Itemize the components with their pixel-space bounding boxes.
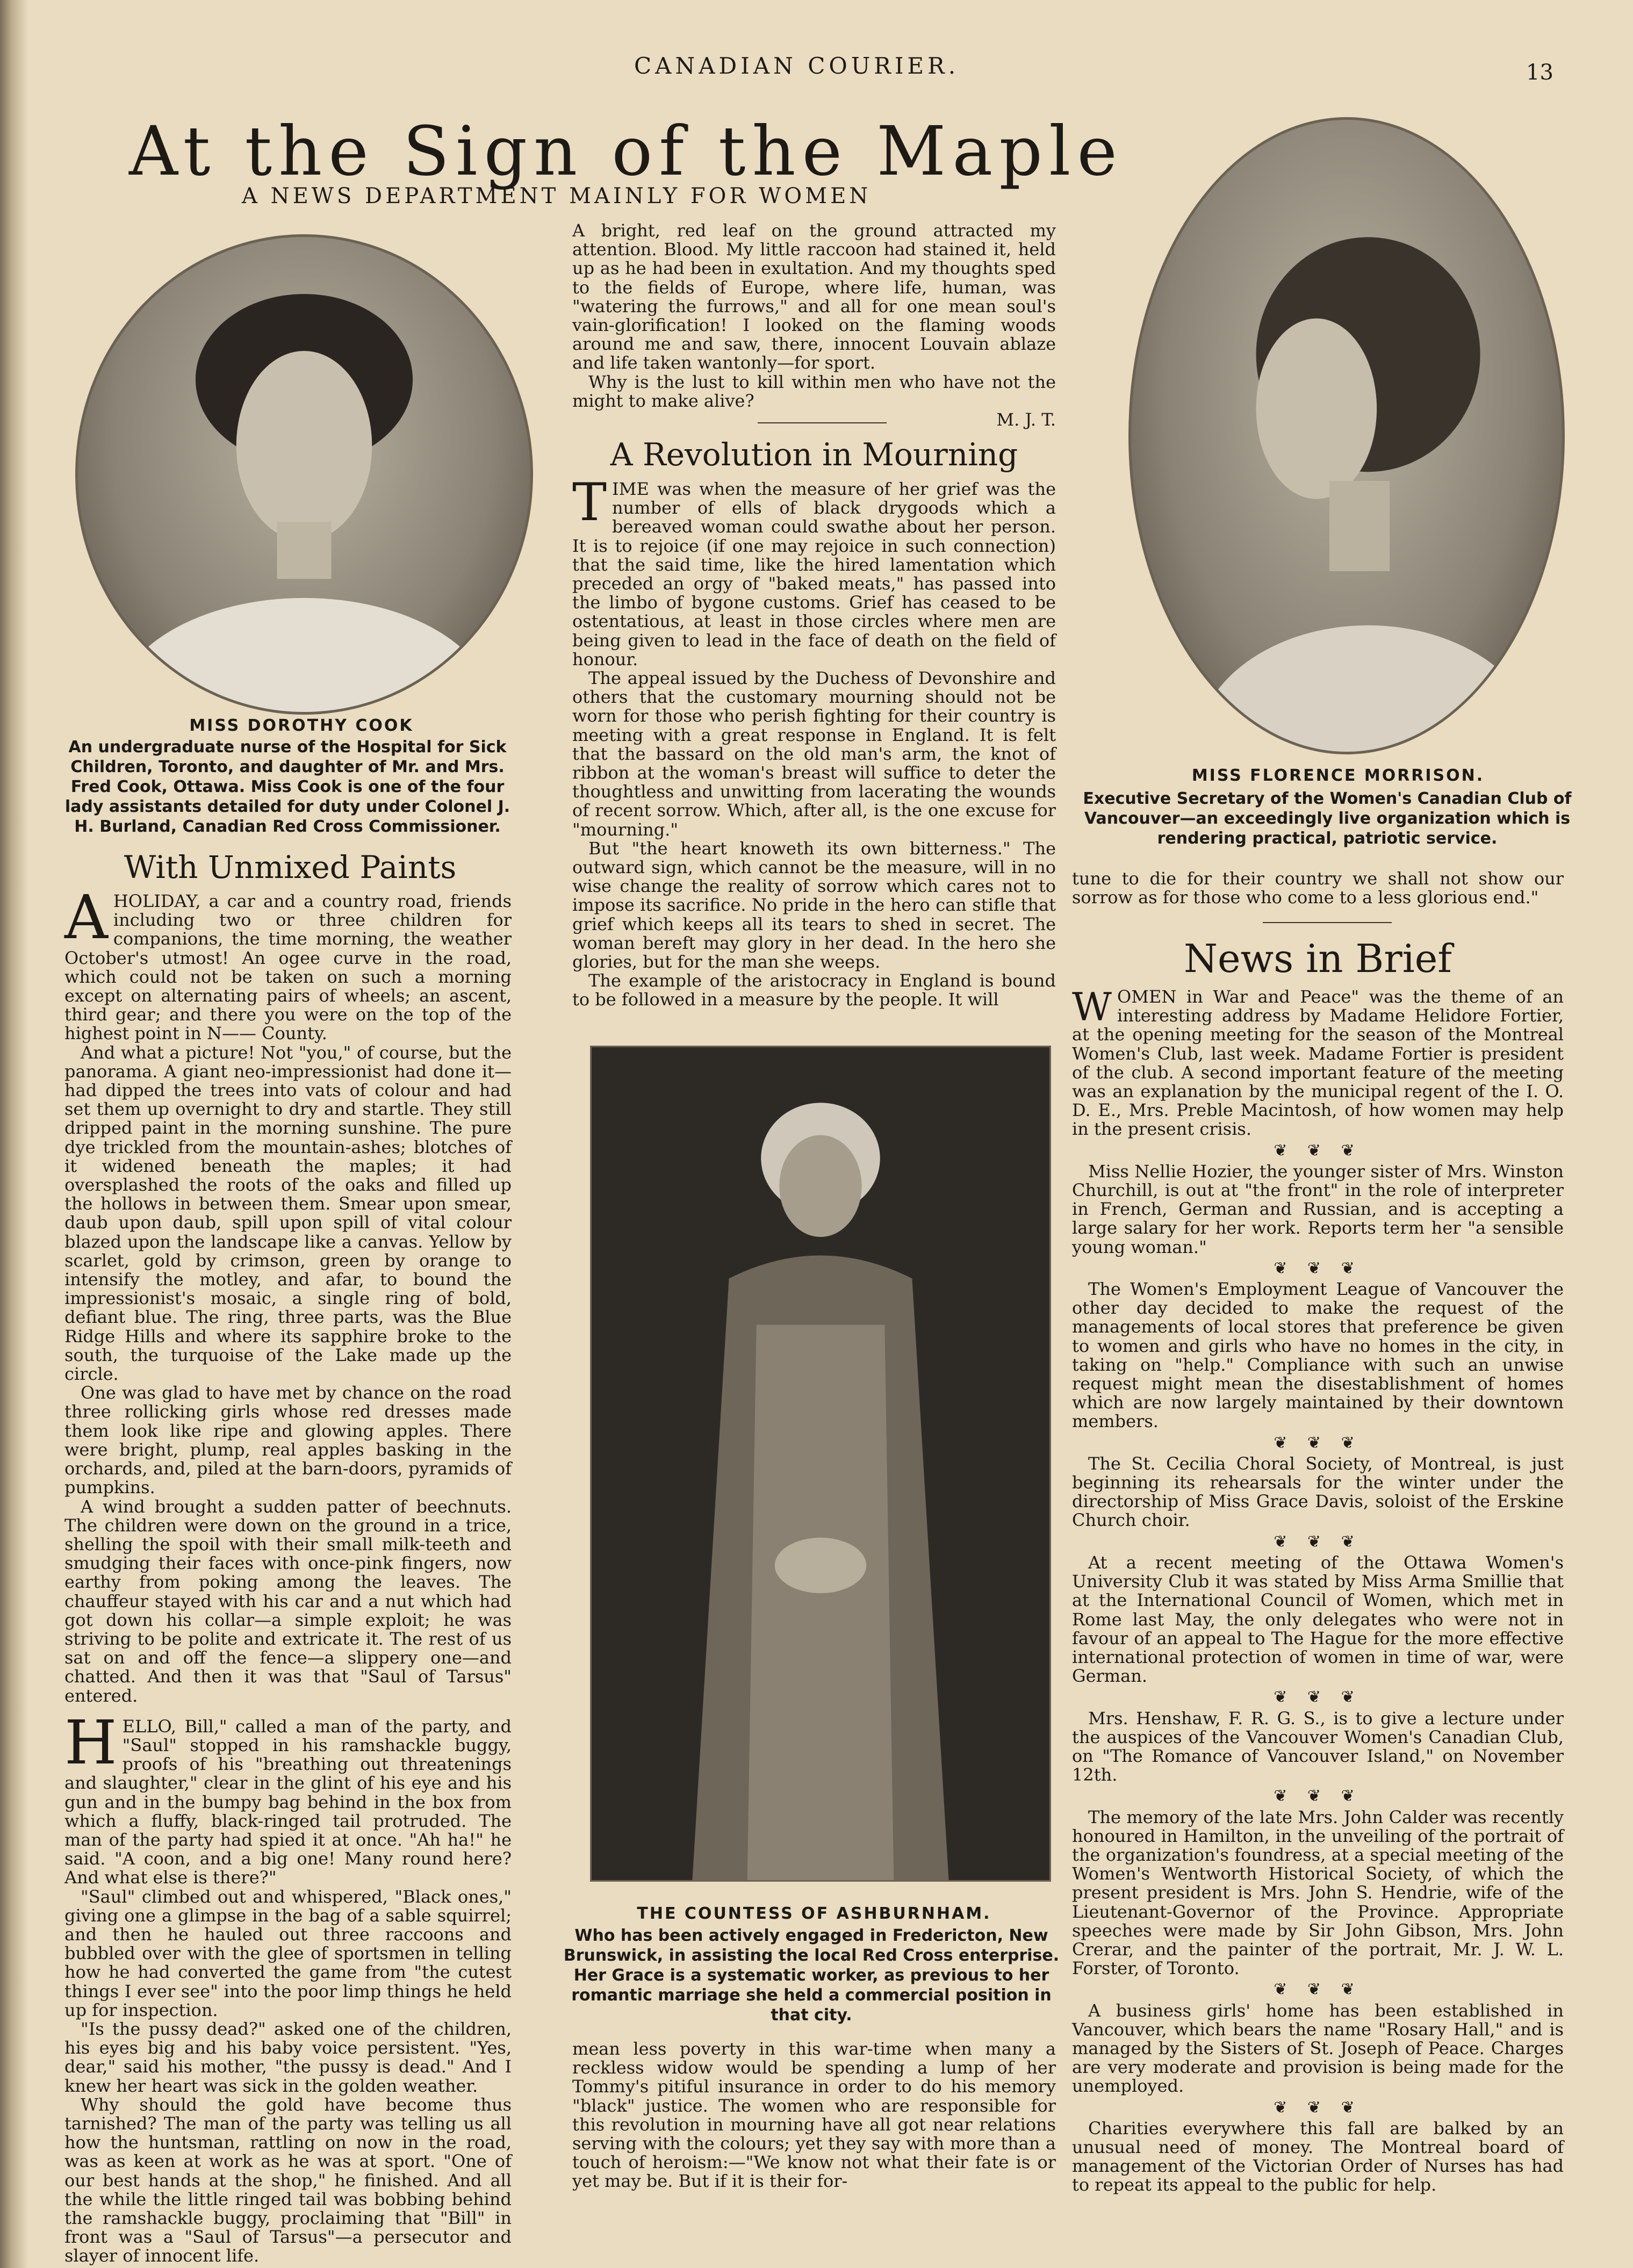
page-number: 13 xyxy=(1526,60,1553,85)
signature: M. J. T. xyxy=(996,409,1056,430)
dropcap-a: A xyxy=(64,883,108,953)
paints-paragraph-6: "Saul" climbed out and whispered, "Black ones," giving one a glimpse in the bag of a sable squirrel; and then he hauled out three raccoons and bubbled over with the glee of sportsmen in telling how he had converted the game from "the cutest things I ever see" into the poor limp things he held up for inspection. xyxy=(64,1886,512,2020)
news-item-4: The St. Cecilia Choral Society, of Montreal, is just beginning its rehearsals for the winter under the directorship of Miss Grace Davis, soloist of the Erskine Church choir. xyxy=(1072,1453,1564,1531)
paints-paragraph-3: One was glad to have met by chance on the road three rollicking girls whose red dresses made them look like ripe and glowing apples. There were bright, plump, real apples basking in the orchards, and, piled at the barn-doors, pyramids of pumpkins. xyxy=(64,1383,512,1498)
divider-rule xyxy=(758,422,887,423)
page-gutter xyxy=(0,0,28,2268)
news-item-2: Miss Nellie Hozier, the younger sister of Mrs. Winston Churchill, is out at "the front" in the role of interpreter in French, German and Russian, and is accepting a large salary for her work. Reports term her "a sensible young woman." xyxy=(1072,1161,1564,1257)
paints-paragraph-5: ELLO, Bill," called a man of the party, and "Saul" stopped in his ramshackle buggy, proofs of his "breathing out threatenings and slaughter," clear in the glint of his eye and his gun and in the bumpy bag behind in the box from which a fluffy, black-ringed tail protruded. The man of the party had spied it at once. "Ah ha!" he said. "A coon, and a big one! Many round here? And what else is there?" xyxy=(64,1716,512,1888)
portrait-florence-morrison xyxy=(1128,117,1565,754)
ornament-divider: ❦ ❦ ❦ xyxy=(1274,1532,1362,1551)
news-item-8: A business girls' home has been established in Vancouver, which bears the name "Rosary Hall," and is managed by the Sisters of St. Joseph of Peace. Charges are very moderate and provision is being made for the unemployed. xyxy=(1072,2000,1564,2097)
heading-news-in-brief: News in Brief xyxy=(1184,936,1452,981)
paints-paragraph-1: HOLIDAY, a car and a country road, friends including two or three children for companions, the time morning, the weather October's utmost! An ogee curve in the road, which could not be taken on such a morning except on alternating pairs of wheels; an ascent, third gear; and there you were on the top of the highest point in N—— County. xyxy=(64,891,512,1044)
caption-cook: An undergraduate nurse of the Hospital for Sick Children, Toronto, and daughter of Mr. and Mrs. Fred Cook, Ottawa. Miss Cook is one of the four lady assistants detailed for duty under Colonel J. H. Burland, Canadian Red Cross Commissioner. xyxy=(64,738,510,836)
news-item-7: The memory of the late Mrs. John Calder was recently honoured in Hamilton, in the unveiling of the portrait of the organization's foundress, at a special meeting of the Women's Wentworth Historical Society, of which the present president is Mrs. John S. Hendrie, wife of the Lieutenant-Governor of the Province. Appropriate speeches were made by Sir John Gibson, Mrs. John Crerar, and the painter of the portrait, Mr. J. W. L. Forster, of Toronto. xyxy=(1072,1806,1564,1979)
paints-paragraph-8: Why should the gold have become thus tarnished? The man of the party was telling us all how the huntsman, rattling on now in the road, was as keen at work as he was at sport. "One of our best hands at the shop," he finished. And all the while the little ringed tail was bobbing behind the ramshackle buggy, proclaiming that "Bill" in front was a "Saul of Tarsus"—a persecutor and slayer of innocent life. xyxy=(64,2094,512,2266)
dropcap-h: H xyxy=(64,1708,117,1778)
mourning-paragraph-6: tune to die for their country we shall not show our sorrow as for those who come to a less glorious end." xyxy=(1072,868,1564,908)
ornament-divider: ❦ ❦ ❦ xyxy=(1274,1787,1362,1806)
mourning-paragraph-4: The example of the aristocracy in England is bound to be followed in a measure by the people. It will xyxy=(572,970,1056,1010)
paints-cont-paragraph-2: Why is the lust to kill within men who have not the might to make alive? xyxy=(572,371,1056,411)
ornament-divider: ❦ ❦ ❦ xyxy=(1274,1433,1362,1452)
ornament-divider: ❦ ❦ ❦ xyxy=(1274,2098,1362,2117)
paints-paragraph-7: "Is the pussy dead?" asked one of the children, his eyes big and his baby voice persistent. "Yes, dear," said his mother, "the pussy is dead." And I knew her heart was sick in the golden weather. xyxy=(64,2018,512,2096)
photo-countess-of-ashburnham xyxy=(590,1046,1051,1882)
heading-with-unmixed-paints: With Unmixed Paints xyxy=(124,849,457,885)
news-item-3: The Women's Employment League of Vancouver the other day decided to make the request of the managements of local stores that preference be given to women and girls who have no homes in the city, in taking on "help." Compliance with such an unwise request might mean the disestablishment of homes which are now largely maintained by their downtown members. xyxy=(1072,1279,1564,1432)
caption-ashburnham: Who has been actively engaged in Fredericton, New Brunswick, in assisting the local Red Cross enterprise. Her Grace is a systematic worker, as previous to her romantic marriage she held a commercial position in that city. xyxy=(563,1926,1060,2025)
ornament-divider: ❦ ❦ ❦ xyxy=(1274,1258,1362,1278)
mourning-paragraph-5: mean less poverty in this war-time when many a reckless widow would be spending a lump of her Tommy's pitiful insurance in order to do his memory "black" justice. The women who are responsible for this revolution in mourning have all got near relations serving with the colours; yet they say with more than a touch of heroism:—"We know not what their fate is or yet may be. But if it is their for- xyxy=(572,2039,1056,2192)
caption-title-morrison: MISS FLORENCE MORRISON. xyxy=(1191,766,1485,785)
divider-rule-2 xyxy=(1263,922,1392,923)
mourning-paragraph-2: The appeal issued by the Duchess of Devonshire and others that the customary mourning should not be worn for those who perish fighting for their country is meeting with a great response in England. It is felt that the bassard on the old man's arm, the knot of ribbon at the woman's breast will suffice to deter the thoughtless and unwitting from lacerating the wounds of recent sorrow. Which, after all, is the one excuse for "mourning." xyxy=(572,668,1056,840)
mourning-paragraph-3: But "the heart knoweth its own bitterness." The outward sign, which cannot be the measure, will in no wise change the reality of sorrow which cares not to impose its sacrifice. No pride in the hero can stifle that grief which keeps all its tears to shed in secret. The woman bereft may glory in her dead. In the hero she glories, but for the man she weeps. xyxy=(572,838,1056,973)
article-news-in-brief xyxy=(1072,984,1564,2195)
portrait-dorothy-cook xyxy=(75,234,533,715)
ornament-divider: ❦ ❦ ❦ xyxy=(1274,1141,1362,1160)
caption-title-ashburnham: THE COUNTESS OF ASHBURNHAM. xyxy=(637,1904,991,1923)
mourning-continuation xyxy=(572,2040,1056,2191)
heading-revolution-in-mourning: A Revolution in Mourning xyxy=(610,436,1018,473)
dropcap-t: T xyxy=(572,472,607,532)
paints-paragraph-2: And what a picture! Not "you," of course, but the panorama. A giant neo-impressionist had done it—had dipped the trees into vats of colour and had set them up overnight to dry and startle. They still dripped paint in the morning sunshine. The pure dye trickled from the mountain-ashes; blotches of it widened beneath the maples; it had oversplashed the roots of the oaks and filled up the hollows in between them. Smear upon smear, daub upon daub, spill upon spill of vital colour blazed upon the landscape like a canvas. Yellow by scarlet, gold by crimson, green by orange to intensify the motley, and afar, to bound the impressionist's mosaic, a single ring of bold, defiant blue. The ring, three parts, was the Blue Ridge Hills and where its sapphire broke to the south, the turquoise of the Lake made up the circle. xyxy=(64,1042,512,1385)
dropcap-w: W xyxy=(1072,984,1112,1029)
news-item-6: Mrs. Henshaw, F. R. G. S., is to give a lecture under the auspices of the Vancouver Women's Canadian Club, on "The Romance of Vancouver Island," on November 12th. xyxy=(1072,1708,1564,1785)
news-item-5: At a recent meeting of the Ottawa Women's University Club it was stated by Miss Arma Smillie that at the International Council of Women, which met in Rome last May, the only delegates who were not in favour of an appeal to The Hague for the more effective international protection of women in time of war, were German. xyxy=(1072,1552,1564,1687)
ornament-divider: ❦ ❦ ❦ xyxy=(1274,1688,1362,1707)
mourning-paragraph-1: IME was when the measure of her grief was the number of ells of black drygoods which a bereaved woman could swathe about her person. It is to rejoice (if one may rejoice in such connection) that the said time, like the hired lamentation which preceded an orgy of "baked meats," has passed into the limbo of bygone customs. Grief has ceased to be ostentatious, at least in those circles where men are being given to lead in the face of death on the field of honour. xyxy=(572,479,1056,669)
news-item-1: OMEN in War and Peace" was the theme of an interesting address by Madame Helidore Fortier, at the opening meeting for the season of the Montreal Women's Club, last week. Madame Fortier is president of the club. A second important feature of the meeting was an explanation by the municipal regent of the I. O. D. E., Mrs. Preble Macintosh, of how women may help in the present crisis. xyxy=(1072,987,1564,1140)
caption-morrison: Executive Secretary of the Women's Canadian Club of Vancouver—an exceedingly live organization which is rendering practical, patriotic service. xyxy=(1083,789,1572,848)
ornament-divider: ❦ ❦ ❦ xyxy=(1274,1980,1362,1999)
paints-continuation xyxy=(572,221,1056,429)
page-title: At the Sign of the Maple xyxy=(129,112,1124,191)
article-with-unmixed-paints xyxy=(64,883,512,2266)
running-head: CANADIAN COURIER. xyxy=(634,53,960,79)
caption-title-cook: MISS DOROTHY COOK xyxy=(189,716,414,735)
mourning-end xyxy=(1072,869,1564,907)
news-item-9: Charities everywhere this fall are balked by an unusual need of money. The Montreal board of management of the Victorian Order of Nurses has had to repeat its appeal to the public for help. xyxy=(1072,2118,1564,2195)
page-subtitle: A NEWS DEPARTMENT MAINLY FOR WOMEN xyxy=(242,184,872,208)
paints-cont-paragraph-1: A bright, red leaf on the ground attracted my attention. Blood. My little raccoon had stained it, held up as he had been in exultation. And my thoughts sped to the fields of Europe, where life, human, was "watering the furrows," and all for one mean soul's vain-glorification! I looked on the flaming woods around me and saw, there, innocent Louvain ablaze and life taken wantonly—for sport. xyxy=(572,220,1056,373)
article-revolution-in-mourning xyxy=(572,472,1056,1010)
paints-paragraph-4: A wind brought a sudden patter of beechnuts. The children were down on the ground in a trice, shelling the spoil with their small milk-teeth and smudging their faces with once-pink fingers, now earthy from poking among the leaves. The chauffeur stayed with his car and a nut which had got down his collar—a simple exploit; he was striving to be polite and extricate it. The rest of us sat on and off the fence—a slippery one—and chatted. And then it was that "Saul of Tarsus" entered. xyxy=(64,1496,512,1706)
